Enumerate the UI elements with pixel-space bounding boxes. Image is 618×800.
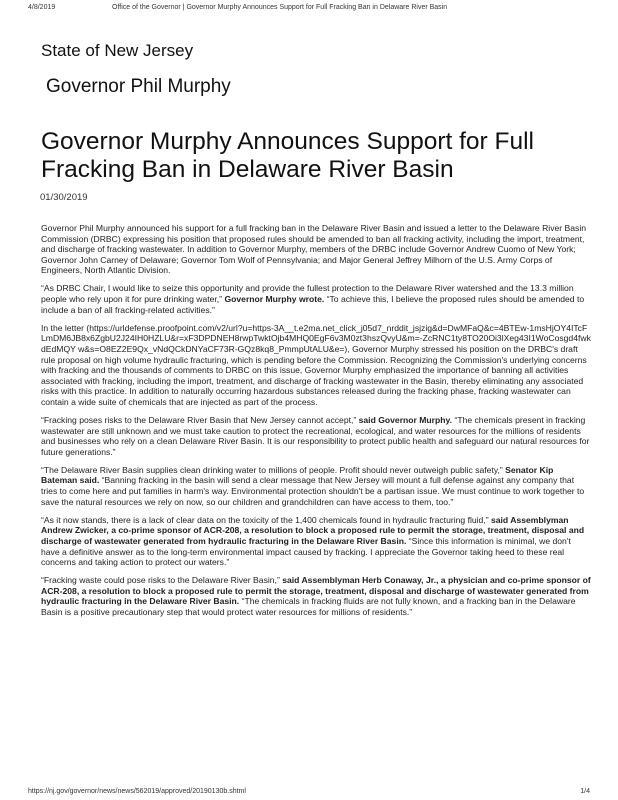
print-date: 4/8/2019	[28, 4, 56, 11]
paragraph-1	[41, 223, 591, 276]
paragraph-3	[41, 323, 591, 408]
page-title: Governor Murphy Announces Support for Full Fracking Ban in Delaware River Basin	[41, 128, 534, 183]
speaker-attribution: Senator Kip Bateman said.	[41, 464, 554, 486]
quote-text: “Since this information is minimal, we don't have a definitive answer as to the long-term environmental impact caused by fracking. I appreciate the Governor taking heed to these real concerns and taking action to protect our waters.”	[41, 535, 571, 568]
speaker-attribution: said Assemblyman Andrew Zwicker, a co-prime sponsor of ACR-208, a resolution to block a proposed rule to permit the storage, treatment, disposal and discharge of wastewater generated from hydraulic fracturing in the Delaware River Basin.	[41, 514, 585, 546]
print-page-title: Office of the Governor | Governor Murphy Announces Support for Full Fracking Ban in Delaware River Basin	[112, 4, 448, 11]
quote-text: “To achieve this, I believe the proposed rules should be amended to include a ban of all fracking-related activities.”	[41, 294, 585, 315]
paragraph-7	[41, 575, 591, 617]
paragraph-text: In the letter	[41, 322, 84, 333]
quote-text: “The chemicals present in fracking wastewater are still unknown and we must take caution to protect the recreational, ecological, and water resources for the millions of residents and businesses who rely on a clean Delaware River Basin. It is our responsibility to protect public health and safeguard our natural resources for future generations.”	[41, 415, 590, 457]
governor-name-link[interactable]: Governor Phil Murphy	[46, 76, 231, 97]
site-name-link[interactable]: State of New Jersey	[41, 41, 194, 60]
letter-link[interactable]: (https://urldefense.proofpoint.com/v2/url?u=https-3A__t.e2ma.net_click_j05d7_nrddit_jsjzig&d=DwMFaQ&c=4BTEw-1msHjOY4ITcFLmDM6JB8x6ZgbU2J24IH0HZLU&r=xF3DPDNEH8rwpTwktOjb4MHQ0EgF6v3M0zt3hszQvyU&m=-ZcRNC1ty8TO20Oi3lXeg43I1WoCosgd4fwkdEdMQY w&s=O8EZ2E9Qx_vNdQCkDNYaCF73R-GQz8kq8_PmmpUtALU&e=)	[41, 322, 591, 354]
quote-text: “As it now stands, there is a lack of clear data on the toxicity of the 1,400 chemicals found in hydraulic fracturing fluid,”	[41, 514, 489, 525]
page-number: 1/4	[580, 788, 590, 795]
quote-text: “The chemicals in fracking fluids are not fully known, and a fracking ban in the Delaware Basin is a positive precautionary step that would protect water resources for millions of residents.”	[41, 596, 576, 617]
quote-text: “As DRBC Chair, I would like to seize this opportunity and provide the fullest protection to the Delaware River watershed and the 13.3 million people who rely upon it for pure drinking water,”	[41, 283, 574, 305]
paragraph-1-text: Governor Phil Murphy announced his support for a full fracking ban in the Delaware River Basin and issued a letter to the Delaware River Basin Commission (DRBC) expressing his position that proposed rules should be amended to ban all fracking activity, including the import, treatment, and discharge of fracking wastewater. In addition to Governor Murphy, members of the DRBC include Governor Andrew Cuomo of New York; Governor John Carney of Delaware; Governor Tom Wolf of Pennsylvania; and Major General Jeffrey Milhorn of the U.S. Army Corps of Engineers, North Atlantic Division.	[41, 223, 587, 276]
paragraph-text: , Governor Murphy stressed his position on the DRBC's draft rule proposal on high volume hydraulic fracturing, which is pending before the Commission. Recognizing the Commission's underlying concerns with fracking and the thousands of comments to DRBC on this issue, Governor Murphy emphasized the importance of banning all activities associated with fracking, including the import, treatment, and discharge of fracking wastewater in the Basin, thereby eliminating any associated risks with this practice. In addition to naturally occurring hazardous substances released during the fracking phase, fracking wastewater can contain a wide suite of chemicals that are injected as part of the process.	[41, 343, 587, 407]
quote-text: “Banning fracking in the basin will send a clear message that New Jersey will mount a full defense against any company that tries to come here and put families in harm's way. Environmental protection shouldn't be a partisan issue. We must continue to work together to save the natural resources we rely on now, so our children and grandchildren can have access to them, too.”	[41, 475, 585, 507]
quote-text: “Fracking waste could pose risks to the Delaware River Basin,”	[41, 575, 280, 586]
post-date: 01/30/2019	[40, 192, 88, 203]
quote-text: “Fracking poses risks to the Delaware River Basin that New Jersey cannot accept,”	[41, 415, 357, 425]
speaker-attribution: Governor Murphy wrote.	[224, 294, 325, 305]
article-body	[41, 223, 591, 625]
paragraph-2	[41, 283, 591, 315]
speaker-attribution: said Governor Murphy.	[358, 415, 453, 425]
quote-text: “The Delaware River Basin supplies clean drinking water to millions of people. Profit should never outweigh public safety,”	[41, 464, 503, 475]
print-footer	[28, 788, 590, 795]
paragraph-6	[41, 515, 591, 568]
speaker-attribution: said Assemblyman Herb Conaway, Jr., a physician and co-prime sponsor of ACR-208, a resolution to block a proposed rule to permit the storage, treatment, disposal and discharge of wastewater generated from hydraulic fracturing in the Delaware River Basin.	[41, 575, 591, 607]
page-url: https://nj.gov/governor/news/news/562019/approved/20190130b.shtml	[28, 788, 246, 795]
paragraph-4	[41, 415, 591, 457]
paragraph-5	[41, 465, 591, 507]
print-header	[28, 4, 590, 11]
